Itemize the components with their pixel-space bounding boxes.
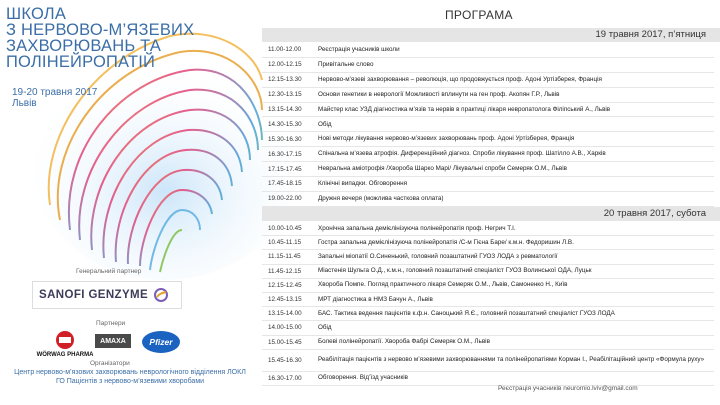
schedule-time: 12.15-12.45 [268, 281, 302, 289]
organizers-label: Організатори [90, 360, 130, 367]
schedule-time: 11.45-12.15 [268, 267, 302, 275]
schedule-row [262, 162, 714, 177]
schedule-time: 13.15-14.30 [268, 106, 302, 113]
schedule-time: 12.30-13.15 [268, 91, 302, 99]
schedule-event: Привітальне слово [318, 60, 374, 68]
schedule-time: 10.00-10.45 [268, 225, 302, 233]
schedule-row [262, 43, 714, 58]
schedule-event: Запальні міопатії О.Синенький, головний позаштатний ГУОЗ ЛОДА з ревматології [318, 253, 558, 261]
schedule-row [262, 307, 714, 321]
partners-label: Партнери [96, 320, 126, 327]
schedule-event: Спінальна м’язева атрофія. Диференційний діагноз. Спроби лікування проф. Шатілло А.В., Харків [318, 150, 606, 158]
amaxa-logo: AMAXA [95, 334, 131, 348]
pfizer-logo: Pfizer [142, 331, 180, 353]
school-dates: 19-20 травня 2017 [12, 87, 98, 98]
schedule-event: Обід [318, 324, 332, 331]
schedule-event: МРТ діагностика в НМЗ Бачун А., Львів [318, 295, 433, 303]
general-partner-label: Генеральний партнер [76, 268, 142, 275]
schedule-event: Реабілітація пацієнтів з нервово м’язевими захворюваннями та полінейропатіями Корман І., Реабілітаційний центр «Формула руху» [318, 356, 705, 364]
schedule-row [262, 321, 714, 335]
schedule-event: Реєстрація учасників школи [318, 46, 400, 54]
schedule-row [262, 177, 714, 192]
schedule-time: 10.45-11.15 [268, 239, 302, 247]
schedule-event: Клінічні випадки. Обговорення [318, 180, 408, 188]
schedule-time: 16.30-17.15 [268, 150, 302, 158]
schedule-event: Болеві полінейропатії. Хвороба Фабрі Семеряк О.М., Львів [318, 338, 490, 346]
schedule-time: 16.30-17.00 [268, 374, 302, 382]
schedule-row [262, 117, 714, 132]
schedule-row [262, 132, 714, 147]
schedule-event: Гостра запальна демієлінізуюча полінейропатія /С-м Гієна Баре/ к.м.н. Федоришин Л.В. [318, 238, 574, 246]
school-title: ШКОЛА З НЕРВОВО-М’ЯЗЕВИХ ЗАХВОРЮВАНЬ ТА ПОЛІНЕЙРОПАТІЙ [6, 5, 195, 71]
schedule-row [262, 192, 714, 207]
schedule-time: 19.00-22.00 [268, 195, 302, 203]
schedule-row [262, 293, 714, 307]
schedule-event: Міастенія Шульга О.Д., к.м.н., головний позаштатний спеціаліст ГУОЗ Волинської ОДА, Луцьк [318, 267, 592, 275]
schedule-time: 15.45-16.30 [268, 356, 302, 364]
schedule-time: 15.00-15.45 [268, 338, 302, 346]
schedule-time: 15.30-16.30 [268, 135, 302, 143]
schedule-event: Майстер клас УЗД діагностика м’язів та нервів в практиці лікаря невропатолога Філіпський А., Львів [318, 105, 611, 113]
schedule-time: 12.45-13.15 [268, 296, 302, 304]
schedule-event: Нові методи лікування нервово-м’язевих захворювань проф. Адоні Уртізберея, Франція [318, 135, 575, 143]
organizers-text: Центр нервово-м’язових захворювань неврологічного відділення ЛОКЛ ГО Пацієнтів з нервово-м’язевими хворобами [14, 369, 246, 385]
schedule-event: Хронічна запальна демієлінізуюча полінейропатія проф. Негрич Т.І. [318, 224, 516, 232]
day1-header: 19 травня 2017, п’ятниця [262, 28, 720, 42]
schedule-event: Невральна аміотрофія /Хвороба Шарко Марі/ Лікувальні спроби Семеряк О.М., Львів [318, 165, 567, 173]
schedule-row [262, 58, 714, 73]
day1-schedule [262, 43, 714, 207]
sanofi-genzyme-name: SANOFI GENZYME [39, 289, 149, 301]
day2-schedule [262, 222, 714, 386]
schedule-event: Обід [318, 120, 332, 128]
left-panel [0, 0, 262, 405]
schedule-row [262, 250, 714, 264]
schedule-time: 13.15-14.00 [268, 310, 302, 318]
schedule-event: Нервово-м’язеві захворювання – революція, що продовжується проф. Адоні Уртізберея, Франція [318, 75, 602, 83]
sanofi-swirl-icon [154, 288, 168, 302]
worwag-pharma-name: WÖRWAG PHARMA [36, 352, 94, 358]
schedule-time: 14.00-15.00 [268, 324, 302, 332]
schedule-row [262, 336, 714, 350]
school-city: Львів [12, 98, 37, 109]
day2-header: 20 травня 2017, субота [262, 207, 720, 221]
schedule-row [262, 236, 714, 250]
schedule-time: 14.30-15.30 [268, 120, 302, 128]
schedule-time: 11.15-11.45 [268, 253, 301, 261]
schedule-event: Основи генетики в неврології Можливості вплинути на ген проф. Акопян Г.Р., Львів [318, 90, 560, 98]
schedule-row [262, 265, 714, 279]
schedule-row [262, 103, 714, 118]
schedule-time: 11.00-12.00 [268, 46, 302, 54]
schedule-row [262, 222, 714, 236]
program-title: ПРОГРАМА [445, 8, 513, 22]
schedule-event: Дружня вечеря (можлива часткова оплата) [318, 194, 444, 202]
schedule-event: Хвороба Помпе. Погляд практичного лікаря Семеряк О.М., Львів, Самоненко Н., Київ [318, 281, 568, 289]
schedule-event: БАС. Тактика ведення пацієнтів к.ф.н. Саноцький Я.Є., головний позаштатний спеціаліст ГУОЗ ЛОДА [318, 309, 615, 317]
worwag-pharma-logo [36, 329, 94, 359]
schedule-row [262, 88, 714, 103]
schedule-row [262, 372, 714, 386]
schedule-row [262, 350, 714, 372]
sanofi-genzyme-logo [32, 281, 182, 309]
registration-contact: Реєстрація учасників neuromio.lviv@gmail.com [498, 385, 638, 392]
schedule-row [262, 73, 714, 88]
schedule-event: Обговорення. Від’їзд учасників [318, 374, 408, 382]
schedule-time: 17.15-17.45 [268, 165, 302, 173]
schedule-time: 12.15-13.30 [268, 76, 302, 84]
schedule-time: 17.45-18.15 [268, 180, 302, 188]
schedule-row [262, 279, 714, 293]
schedule-row [262, 147, 714, 162]
schedule-time: 12.00-12.15 [268, 61, 302, 69]
